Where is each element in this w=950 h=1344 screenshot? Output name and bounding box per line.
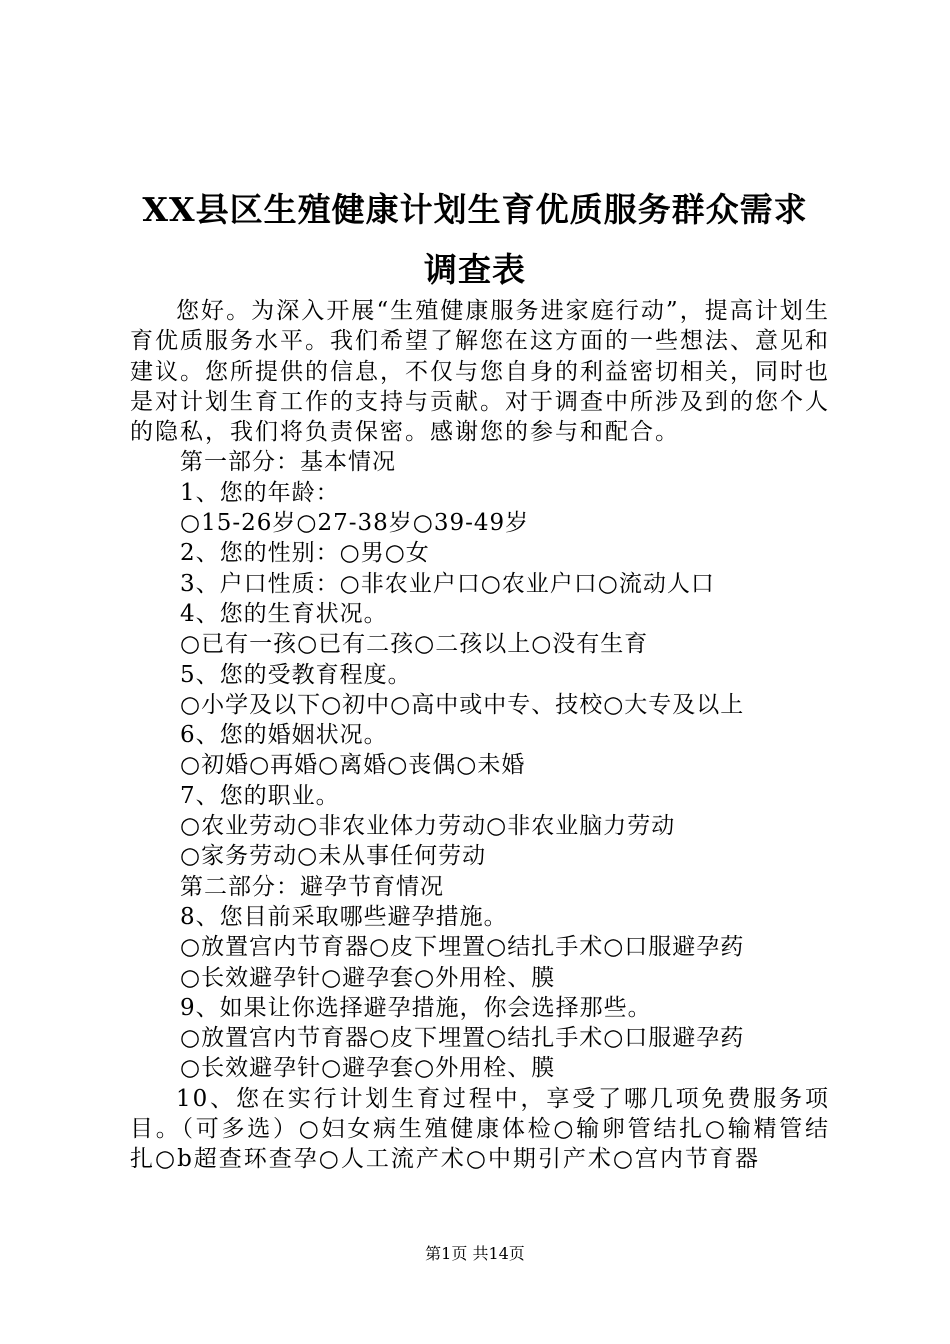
options-line: ○农业劳动○非农业体力劳动○非农业脑力劳动 bbox=[180, 813, 676, 840]
question-line: 4、您的生育状况。 bbox=[180, 600, 388, 627]
question-10-paragraph: 10、您在实行计划生育过程中，享受了哪几项免费服务项目。（可多选）○妇女病生殖健康体检○输卵管结扎○输精管结扎○b超查环查孕○人工流产术○中期引产术○宫内节育器 bbox=[130, 1085, 830, 1173]
options-line: ○放置宫内节育器○皮下埋置○结扎手术○口服避孕药 bbox=[180, 934, 745, 961]
question-line: 6、您的婚姻状况。 bbox=[180, 722, 388, 749]
question-line: 5、您的受教育程度。 bbox=[180, 661, 412, 688]
question-line: 1、您的年龄： bbox=[180, 479, 340, 506]
options-line: ○长效避孕针○避孕套○外用栓、膜 bbox=[180, 1055, 556, 1082]
page-footer: 第1页 共14页 bbox=[425, 1244, 525, 1263]
question-line: 9、如果让你选择避孕措施，你会选择那些。 bbox=[180, 994, 652, 1021]
options-line: ○初婚○再婚○离婚○丧偶○未婚 bbox=[180, 752, 526, 779]
document-title-line-2: 调查表 bbox=[424, 250, 526, 289]
options-line: ○家务劳动○未从事任何劳动 bbox=[180, 843, 487, 870]
question-line: 8、您目前采取哪些避孕措施。 bbox=[180, 903, 508, 930]
question-line: 7、您的职业。 bbox=[180, 782, 340, 809]
section-heading: 第一部分：基本情况 bbox=[180, 449, 396, 476]
document-body bbox=[130, 296, 830, 1175]
intro-paragraph: 您好。为深入开展“生殖健康服务进家庭行动”，提高计划生育优质服务水平。我们希望了解您在这方面的一些想法、意见和建议。您所提供的信息，不仅与您自身的利益密切相关，同时也是对计划生育工作的支持与贡献。对于调查中所涉及到的您个人的隐私，我们将负责保密。感谢您的参与和配合。 bbox=[130, 298, 830, 446]
question-line: 3、户口性质：○非农业户口○农业户口○流动人口 bbox=[180, 570, 715, 597]
document-title-line-1: XX县区生殖健康计划生育优质服务群众需求 bbox=[142, 190, 808, 229]
options-line: ○已有一孩○已有二孩○二孩以上○没有生育 bbox=[180, 631, 649, 658]
question-line: 2、您的性别：○男○女 bbox=[180, 540, 430, 567]
section-heading: 第二部分：避孕节育情况 bbox=[180, 873, 444, 900]
options-line: ○长效避孕针○避孕套○外用栓、膜 bbox=[180, 964, 556, 991]
options-line: ○15-26岁○27-38岁○39-49岁 bbox=[180, 510, 530, 537]
options-line: ○放置宫内节育器○皮下埋置○结扎手术○口服避孕药 bbox=[180, 1025, 745, 1052]
options-line: ○小学及以下○初中○高中或中专、技校○大专及以上 bbox=[180, 691, 745, 718]
